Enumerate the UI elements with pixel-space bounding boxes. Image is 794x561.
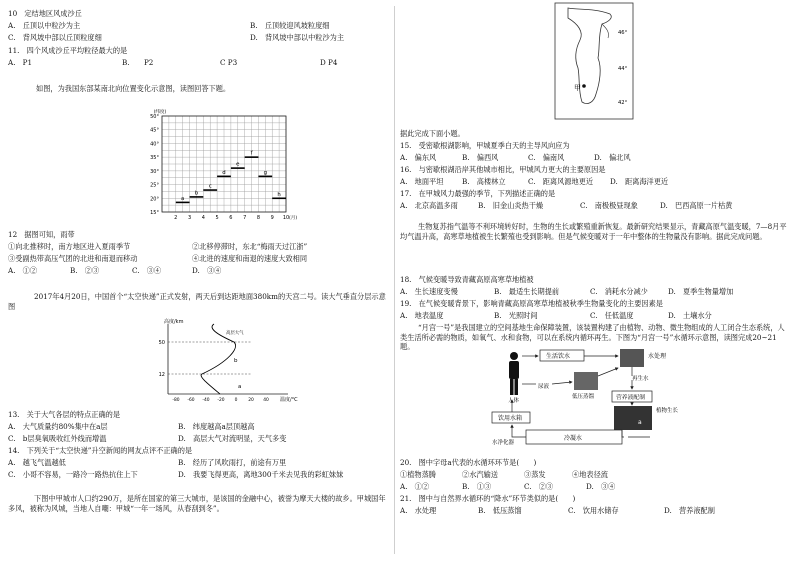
- x-tick-label: 6: [229, 215, 233, 221]
- q21-stem: 21. 图中与自然界水循环的“降水”环节类似的是( ): [400, 494, 576, 503]
- rainbelt-label-d: d: [222, 169, 226, 176]
- q14-option-d[interactable]: D. 我要飞得更高，离地300千米去见我的彩虹妹妹: [178, 470, 344, 479]
- q13-option-b[interactable]: B. 纬度越高a层顶越高: [178, 422, 255, 431]
- layer-label-a: a: [238, 384, 242, 390]
- plant-growth-photo: [614, 406, 652, 430]
- y-axis-label: (纬度): [153, 110, 167, 115]
- q14-stem: 14. 下列关于“太空快递”升空新闻的网友点评不正确的是: [8, 446, 193, 455]
- water-cycle-flow-diagram: [490, 346, 700, 450]
- rainbelt-label-h: h: [277, 191, 281, 198]
- y-tick-label: 20°: [150, 196, 159, 203]
- map-label-lat44: 44°: [618, 66, 628, 72]
- flow-label-store: 饮用水箱: [498, 415, 523, 422]
- q12-statement-1: ①向北推移时，南方地区进入夏雨季节: [8, 242, 131, 251]
- q20-intro: “月宫一号”是我国建立的空间基地生命保障装置，该装置构建了由植物、动物、微生物组成的人工闭合生态系统，人类生活所必需的物质，如氧气、水和食物，可以在系统内循环再生。下图为“月宫一号”水循环示意图，读图完成20~21题。: [400, 323, 785, 352]
- q18-intro: 生物复苏指气温等不利环境转好时，生物的生长或繁殖重新恢复。最新研究结果显示，青藏高原气温变暖，7—8月平均气温升高，高寒草地植被生长繁殖也受到影响。但是气候变暖对于一年中整体的生物量没有影响。据此完成问题。: [400, 222, 787, 241]
- rainbelt-label-a: a: [181, 195, 185, 202]
- map-label-lat46: 46°: [618, 30, 628, 36]
- q17-option-c[interactable]: C. 南极极昼现象: [580, 201, 638, 210]
- q19-option-d[interactable]: D. 土壤水分: [668, 311, 712, 320]
- q11-option-a[interactable]: A. P1: [8, 58, 33, 67]
- q20-option-b[interactable]: B. ①③: [462, 482, 492, 491]
- q20-statement-1: ①植物蒸腾: [400, 470, 436, 479]
- q13-option-d[interactable]: D. 高层大气对流明显，天气多变: [178, 434, 287, 443]
- city-jia-marker: [582, 84, 586, 88]
- x-tick-label: 9: [270, 215, 274, 221]
- rainbelt-label-g: g: [263, 169, 268, 176]
- q19-option-b[interactable]: B. 光照时间: [494, 311, 538, 320]
- atmosphere-layer-chart: [140, 316, 300, 408]
- q21-option-b[interactable]: B. 低压蒸馏: [478, 506, 522, 515]
- flow-label-a: a: [638, 419, 642, 426]
- rainbelt-label-c: c: [208, 183, 212, 190]
- flow-label-low-pressure: 低压蒸馏: [572, 394, 595, 400]
- q10-stem: 10 定结地区风成沙丘: [8, 9, 82, 18]
- q12-statement-3: ③受副热带高压气团的北进和南退而移动: [8, 254, 138, 263]
- human-figure: [509, 352, 519, 395]
- rainbelt-latitude-chart: [138, 104, 298, 224]
- q10-option-d[interactable]: D. 背风坡中部以中粒沙为主: [250, 33, 345, 42]
- q11-stem: 11. 四个风成沙丘平均粒径最大的是: [8, 46, 128, 55]
- q15-intro-continued: 据此完成下面小题。: [400, 129, 465, 138]
- y-tick-label: 15°: [150, 210, 159, 216]
- q10-option-b[interactable]: B. 丘顶较迎风坡粒度细: [250, 21, 330, 30]
- x-tick-label: 2: [174, 215, 178, 221]
- q17-option-b[interactable]: B. 旧金山炎热干燥: [478, 201, 544, 210]
- q17-stem: 17. 在甲城风力最强的季节，下列描述正确的是: [400, 189, 556, 198]
- y-tick-label: 50°: [150, 114, 159, 120]
- x-tick-label: -60: [187, 398, 195, 403]
- y-axis-label: 高度/km: [164, 319, 184, 325]
- q15-option-c[interactable]: C. 偏南风: [528, 153, 565, 162]
- x-tick-label: -80: [172, 398, 180, 403]
- flow-label-regen: 再生水: [632, 376, 649, 382]
- rainbelt-label-b: b: [194, 190, 199, 197]
- q18-option-d[interactable]: D. 夏季生物量增加: [668, 287, 734, 296]
- flow-label-purifier: 水净化器: [492, 440, 515, 446]
- y-tick-label: 45°: [150, 127, 159, 134]
- q12-option-c[interactable]: C. ③④: [132, 266, 162, 275]
- x-tick-label: 0: [234, 398, 238, 403]
- q18-option-c[interactable]: C. 消耗水分减少: [590, 287, 648, 296]
- q20-option-a[interactable]: A. ①②: [400, 482, 430, 491]
- x-tick-label: 4: [201, 215, 205, 221]
- q13-option-c[interactable]: C. b层臭氧吸收红外线而增温: [8, 434, 107, 443]
- q14-option-c[interactable]: C. 小哥不容易，一路冷一路热抗住上下: [8, 470, 138, 479]
- q16-option-b[interactable]: B. 高楼林立: [462, 177, 506, 186]
- q20-stem: 20. 图中字母a代表的水循环环节是( ): [400, 458, 537, 467]
- q21-option-d[interactable]: D. 营养液配制: [664, 506, 715, 515]
- column-divider: [394, 6, 395, 554]
- q12-statement-2: ②北移停滞时，东北“梅雨天过江浙”: [192, 242, 308, 251]
- q20-statement-4: ④地表径流: [572, 470, 608, 479]
- q15-option-d[interactable]: D. 偏北风: [594, 153, 631, 162]
- low-pressure-photo: [574, 372, 598, 390]
- rainbelt-label-f: f: [250, 150, 253, 157]
- q12-intro: 如图，为我国东部某南北向位置变化示意图，读图回答下题。: [36, 84, 231, 93]
- q17-option-d[interactable]: D. 巴西高原一片枯黄: [660, 201, 733, 210]
- x-tick-label: 40: [263, 398, 269, 403]
- q19-option-c[interactable]: C. 任低温度: [590, 311, 634, 320]
- flow-label-condense: 冷凝水: [564, 435, 583, 442]
- map-label-lat42: 42°: [618, 100, 628, 106]
- q18-option-b[interactable]: B. 最适生长期提前: [494, 287, 560, 296]
- x-tick-label: 10: [282, 215, 290, 221]
- x-tick-label: -20: [217, 398, 225, 403]
- q16-stem: 16. 与密歇根湖沿岸其他城市相比，甲城风力更大的主要原因是: [400, 165, 606, 174]
- q17-option-a[interactable]: A. 北京高温多雨: [400, 201, 458, 210]
- q15-option-b[interactable]: B. 偏西风: [462, 153, 499, 162]
- water-treat-photo: [620, 349, 644, 367]
- flow-label-plant: 植物生长: [656, 408, 679, 414]
- lake-michigan-map: [554, 2, 634, 120]
- q20-statement-2: ②水汽输送: [462, 470, 498, 479]
- flow-label-human: 人体: [508, 398, 520, 404]
- q10-option-c[interactable]: C. 背风坡中部以丘顶粒度细: [8, 33, 102, 42]
- q13-stem: 13. 关于大气各层的特点正确的是: [8, 410, 121, 419]
- q20-option-d[interactable]: D. ③④: [586, 482, 616, 491]
- q12-option-d[interactable]: D. ③④: [192, 266, 222, 275]
- rainbelt-label-e: e: [236, 161, 240, 168]
- x-tick-label: 8: [256, 215, 261, 221]
- q18-stem: 18. 气候变暖导致青藏高原高寒草地植被: [400, 275, 534, 284]
- q19-stem: 19. 在气候变暖背景下，影响青藏高原高寒草地植被秋季生物量变化的主要因素是: [400, 299, 663, 308]
- q21-option-a[interactable]: A. 水处理: [400, 506, 437, 515]
- q14-option-a[interactable]: A. 越飞气温越低: [8, 458, 66, 467]
- q16-option-a[interactable]: A. 地面平坦: [400, 177, 444, 186]
- x-axis-label: (月): [289, 216, 298, 221]
- q16-option-c[interactable]: C. 距离风源地更近: [528, 177, 594, 186]
- map-label-jia: 甲: [574, 84, 581, 92]
- q11-option-c[interactable]: C P3: [220, 58, 238, 67]
- q20-statement-3: ③蒸发: [524, 470, 546, 479]
- q12-option-a[interactable]: A. ①②: [8, 266, 38, 275]
- layer-label-b: b: [234, 358, 238, 364]
- x-tick-label: 20: [248, 398, 254, 403]
- q12-stem: 12 据图可知，雨带: [8, 230, 75, 239]
- y-tick-label: 30°: [150, 168, 159, 175]
- x-tick-label: 7: [243, 215, 247, 221]
- y-tick-12: 12: [158, 372, 165, 378]
- flow-label-drink-water: 生活饮水: [546, 353, 571, 360]
- q21-option-c[interactable]: C. 饮用水储存: [568, 506, 619, 515]
- flow-label-water-treat: 水处理: [648, 353, 667, 360]
- x-tick-label: -40: [202, 398, 210, 403]
- q15-option-a[interactable]: A. 偏东风: [400, 153, 437, 162]
- flow-label-nutrient: 营养液配制: [616, 395, 645, 401]
- flow-label-urine: 尿液: [538, 384, 550, 390]
- q13-intro: 2017年4月20日，中国首个“太空快递”正式发射，两天后到达距地面380km的天宫二号。读大气垂直分层示意图: [8, 292, 386, 311]
- x-axis-label: 温度/°C: [280, 397, 298, 403]
- layer-label-upper: 高层大气: [226, 331, 244, 336]
- y-tick-label: 40°: [150, 141, 159, 148]
- q10-option-a[interactable]: A. 丘顶以中粒沙为主: [8, 21, 81, 30]
- x-tick-label: 3: [187, 215, 192, 221]
- q16-option-d[interactable]: D. 距离海洋更近: [610, 177, 669, 186]
- q11-option-d[interactable]: D P4: [320, 58, 338, 67]
- x-tick-label: 5: [215, 215, 219, 221]
- q14-option-b[interactable]: B. 经历了风吹雨打，前途有万里: [178, 458, 287, 467]
- q13-option-a[interactable]: A. 大气质量约80%集中在a层: [8, 422, 108, 431]
- y-tick-50: 50: [158, 340, 165, 346]
- q15-stem: 15. 受密歇根湖影响，甲城夏季白天的主导风向应为: [400, 141, 570, 150]
- q11-option-b[interactable]: B. P2: [122, 58, 154, 67]
- y-tick-label: 25°: [150, 182, 159, 189]
- q12-option-b[interactable]: B. ②③: [70, 266, 100, 275]
- q18-option-a[interactable]: A. 生长速度变慢: [400, 287, 458, 296]
- q19-option-a[interactable]: A. 地表温度: [400, 311, 444, 320]
- y-tick-label: 35°: [150, 155, 159, 162]
- q20-option-c[interactable]: C. ②③: [524, 482, 554, 491]
- q12-statement-4: ④北进的速度和南退的速度大致相同: [192, 254, 308, 263]
- q15-intro: 下图中甲城市人口约290万，是所在国家的第三大城市，是该国的金融中心，被誉为摩天大楼的故乡。甲城国年多风，被称为风城，当地人自嘲：甲城“一年一场风，从春刮到冬”。: [8, 494, 386, 513]
